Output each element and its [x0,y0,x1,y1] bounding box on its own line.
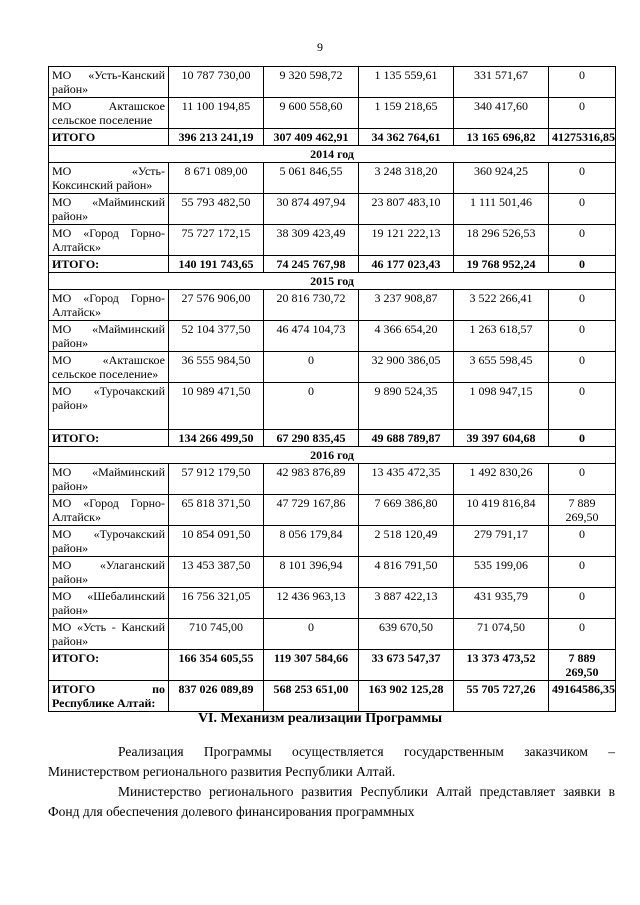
amount-cell: 36 555 984,50 [169,352,264,383]
amount-cell: 3 522 266,41 [454,290,549,321]
amount-cell: 166 354 605,55 [169,650,264,681]
municipality-name: МО «Город Горно-Алтайск» [49,290,169,321]
table-row [49,619,616,650]
amount-cell: 0 [549,98,616,129]
amount-cell: 568 253 651,00 [264,681,359,712]
amount-cell: 3 655 598,45 [454,352,549,383]
amount-cell: 67 290 835,45 [264,430,359,447]
amount-cell: 4 366 654,20 [359,321,454,352]
amount-cell: 8 101 396,94 [264,557,359,588]
amount-cell: 38 309 423,49 [264,225,359,256]
amount-cell: 41275316,85 [549,129,616,146]
amount-cell: 3 237 908,87 [359,290,454,321]
table-row [49,352,616,383]
amount-cell: 13 435 472,35 [359,464,454,495]
paragraph-1: Реализация Программы осуществляется государственным заказчиком – Министерством регионального развития Республики Алтай. [48,744,615,779]
municipality-name: МО «Турочакский район» [49,383,169,430]
amount-cell: 535 199,06 [454,557,549,588]
amount-cell: 0 [264,619,359,650]
amount-cell: 0 [549,619,616,650]
total-row [49,129,616,146]
year-label: 2014 год [49,146,616,163]
total-label: ИТОГО: [49,256,169,273]
amount-cell: 0 [549,290,616,321]
amount-cell: 9 600 558,60 [264,98,359,129]
total-label: ИТОГО по Республике Алтай: [49,681,169,712]
amount-cell: 10 419 816,84 [454,495,549,526]
amount-cell: 1 098 947,15 [454,383,549,430]
amount-cell: 27 576 906,00 [169,290,264,321]
amount-cell: 710 745,00 [169,619,264,650]
amount-cell: 8 056 179,84 [264,526,359,557]
funding-table-body [49,67,616,712]
amount-cell: 119 307 584,66 [264,650,359,681]
amount-cell: 0 [264,352,359,383]
amount-cell: 10 854 091,50 [169,526,264,557]
municipality-name: МО «Улаганский район» [49,557,169,588]
amount-cell: 1 159 218,65 [359,98,454,129]
amount-cell: 16 756 321,05 [169,588,264,619]
amount-cell: 13 453 387,50 [169,557,264,588]
amount-cell: 19 768 952,24 [454,256,549,273]
amount-cell: 75 727 172,15 [169,225,264,256]
amount-cell: 7 669 386,80 [359,495,454,526]
amount-cell: 9 320 598,72 [264,67,359,98]
paragraph-2: Министерство регионального развития Республики Алтай представляет заявки в Фонд для обеспечения долевого финансирования программных [48,784,615,819]
funding-table [48,66,616,712]
amount-cell: 55 705 727,26 [454,681,549,712]
table-row [49,194,616,225]
amount-cell: 1 111 501,46 [454,194,549,225]
municipality-name: МО «Усть-Канский район» [49,67,169,98]
amount-cell: 0 [549,321,616,352]
amount-cell: 1 135 559,61 [359,67,454,98]
amount-cell: 0 [549,163,616,194]
table-row [49,163,616,194]
amount-cell: 639 670,50 [359,619,454,650]
amount-cell: 0 [549,526,616,557]
municipality-name: МО «Акташское сельское поселение» [49,352,169,383]
amount-cell: 42 983 876,89 [264,464,359,495]
amount-cell: 47 729 167,86 [264,495,359,526]
table-row [49,321,616,352]
table-row [49,225,616,256]
municipality-name: МО Акташское сельское поселение [49,98,169,129]
amount-cell: 30 874 497,94 [264,194,359,225]
amount-cell: 32 900 386,05 [359,352,454,383]
total-label: ИТОГО: [49,430,169,447]
municipality-name: МО «Шебалинский район» [49,588,169,619]
municipality-name: МО «Майминский район» [49,194,169,225]
amount-cell: 9 890 524,35 [359,383,454,430]
municipality-name: МО «Усть-Коксинский район» [49,163,169,194]
amount-cell: 18 296 526,53 [454,225,549,256]
amount-cell: 71 074,50 [454,619,549,650]
amount-cell: 23 807 483,10 [359,194,454,225]
amount-cell: 52 104 377,50 [169,321,264,352]
amount-cell: 134 266 499,50 [169,430,264,447]
amount-cell: 163 902 125,28 [359,681,454,712]
amount-cell: 12 436 963,13 [264,588,359,619]
amount-cell: 19 121 222,13 [359,225,454,256]
page-number: 9 [317,40,323,54]
amount-cell: 396 213 241,19 [169,129,264,146]
municipality-name: МО «Усть - Канский район» [49,619,169,650]
amount-cell: 11 100 194,85 [169,98,264,129]
amount-cell: 2 518 120,49 [359,526,454,557]
amount-cell: 360 924,25 [454,163,549,194]
amount-cell: 49 688 789,87 [359,430,454,447]
amount-cell: 307 409 462,91 [264,129,359,146]
amount-cell: 34 362 764,61 [359,129,454,146]
amount-cell: 57 912 179,50 [169,464,264,495]
table-row [49,526,616,557]
municipality-name: МО «Майминский район» [49,321,169,352]
amount-cell: 0 [549,225,616,256]
amount-cell: 0 [549,557,616,588]
amount-cell: 0 [549,194,616,225]
amount-cell: 8 671 089,00 [169,163,264,194]
amount-cell: 20 816 730,72 [264,290,359,321]
amount-cell: 0 [264,383,359,430]
total-label: ИТОГО [49,129,169,146]
table-row [49,464,616,495]
amount-cell: 49164586,35 [549,681,616,712]
amount-cell: 0 [549,352,616,383]
amount-cell: 46 177 023,43 [359,256,454,273]
year-row [49,273,616,290]
amount-cell: 39 397 604,68 [454,430,549,447]
amount-cell: 0 [549,256,616,273]
year-label: 2015 год [49,273,616,290]
amount-cell: 1 263 618,57 [454,321,549,352]
amount-cell: 0 [549,430,616,447]
amount-cell: 837 026 089,89 [169,681,264,712]
amount-cell: 55 793 482,50 [169,194,264,225]
table-row [49,383,616,430]
amount-cell: 4 816 791,50 [359,557,454,588]
amount-cell: 0 [549,67,616,98]
amount-cell: 5 061 846,55 [264,163,359,194]
amount-cell: 46 474 104,73 [264,321,359,352]
table-row [49,290,616,321]
total-label: ИТОГО: [49,650,169,681]
municipality-name: МО «Город Горно-Алтайск» [49,495,169,526]
amount-cell: 340 417,60 [454,98,549,129]
municipality-name: МО «Турочакский район» [49,526,169,557]
total-row [49,681,616,712]
year-label: 2016 год [49,447,616,464]
table-row [49,495,616,526]
amount-cell: 65 818 371,50 [169,495,264,526]
amount-cell: 10 787 730,00 [169,67,264,98]
amount-cell: 3 248 318,20 [359,163,454,194]
amount-cell: 13 373 473,52 [454,650,549,681]
municipality-name: МО «Майминский район» [49,464,169,495]
total-row [49,256,616,273]
table-row [49,67,616,98]
table-row [49,588,616,619]
municipality-name: МО «Город Горно-Алтайск» [49,225,169,256]
amount-cell: 13 165 696,82 [454,129,549,146]
table-row [49,98,616,129]
amount-cell: 33 673 547,37 [359,650,454,681]
section-heading: VI. Механизм реализации Программы [197,711,443,726]
amount-cell: 140 191 743,65 [169,256,264,273]
amount-cell: 10 989 471,50 [169,383,264,430]
table-row [49,557,616,588]
amount-cell: 7 889 269,50 [549,495,616,526]
amount-cell: 74 245 767,98 [264,256,359,273]
amount-cell: 1 492 830,26 [454,464,549,495]
year-row [49,447,616,464]
amount-cell: 0 [549,383,616,430]
amount-cell: 331 571,67 [454,67,549,98]
year-row [49,146,616,163]
amount-cell: 3 887 422,13 [359,588,454,619]
amount-cell: 0 [549,464,616,495]
amount-cell: 0 [549,588,616,619]
amount-cell: 431 935,79 [454,588,549,619]
amount-cell: 279 791,17 [454,526,549,557]
amount-cell: 7 889 269,50 [549,650,616,681]
total-row [49,650,616,681]
total-row [49,430,616,447]
